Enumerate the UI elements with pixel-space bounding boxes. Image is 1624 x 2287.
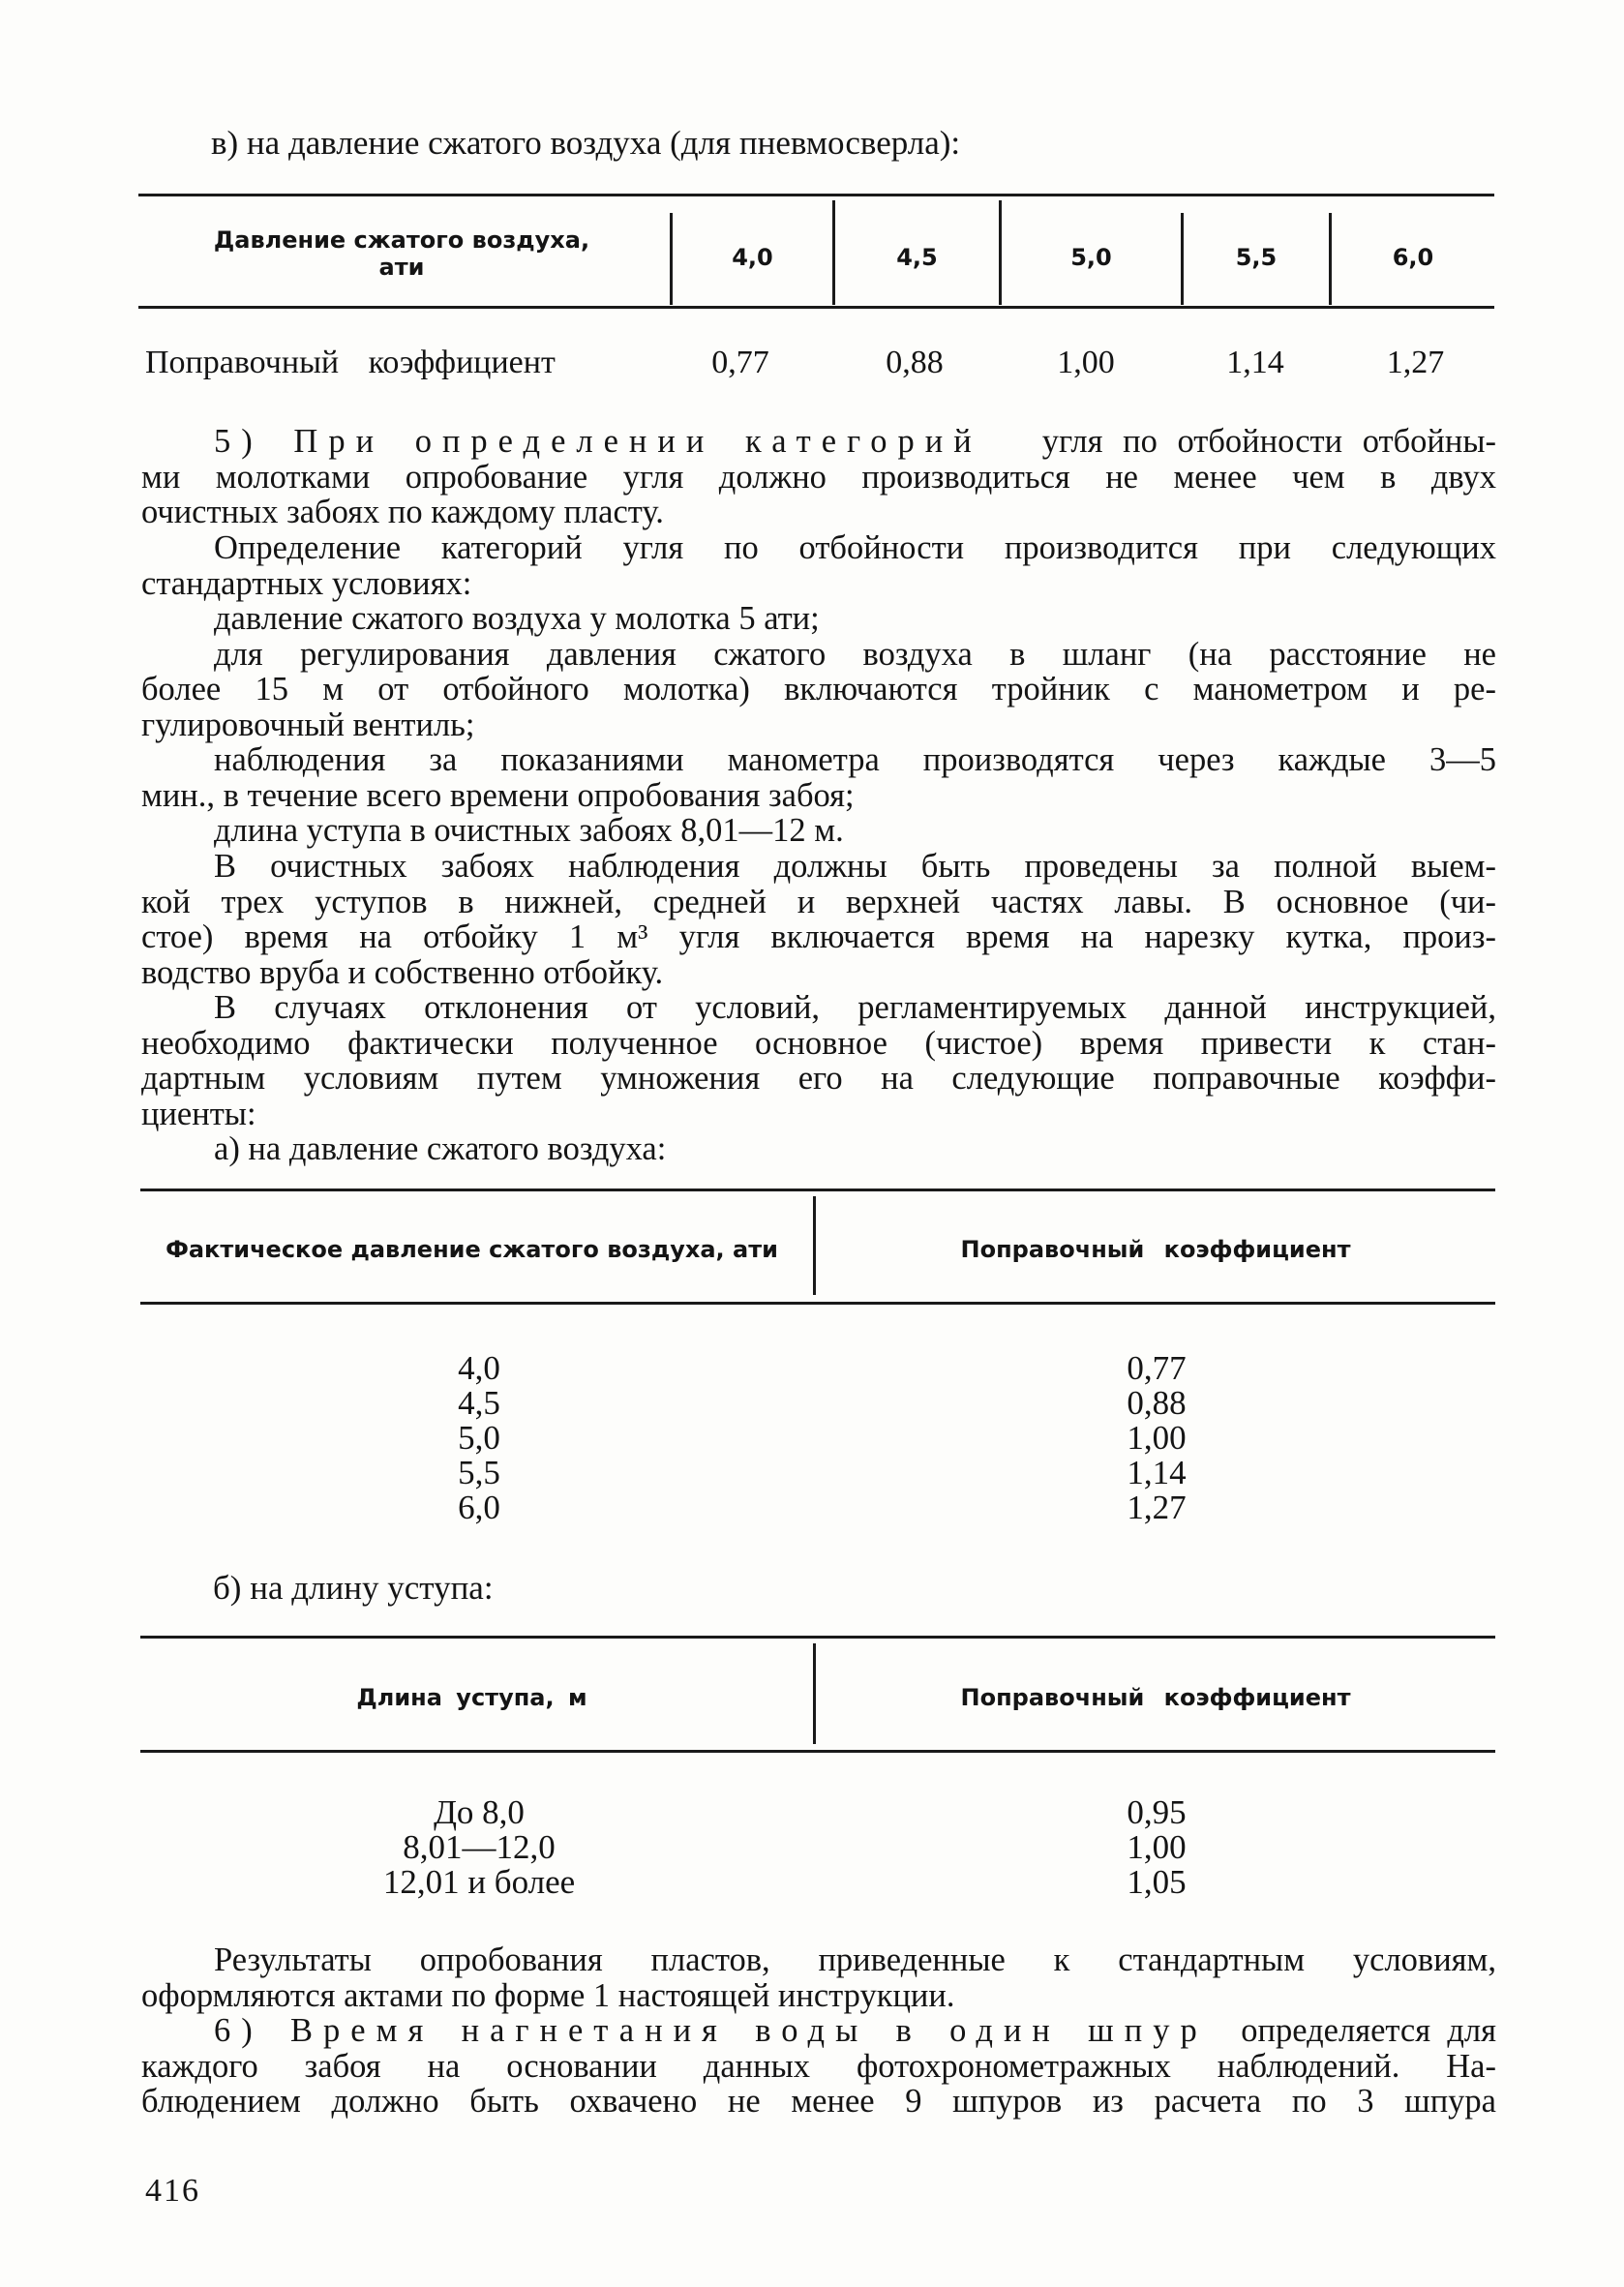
table-cell: 1,00 bbox=[1127, 1419, 1187, 1457]
text-line: дартным условиям путем умножения его на следующие поправочные коэффи- bbox=[141, 1060, 1496, 1097]
section-heading-b: б) на длину уступа: bbox=[213, 1569, 494, 1607]
text-line: ми молотками опробование угля должно производиться не менее чем в двух bbox=[141, 458, 1496, 496]
paragraph-5-spaced-lead: 5) При определении категорий bbox=[214, 423, 982, 460]
table-cell: 5,0 bbox=[458, 1419, 500, 1457]
table-a-header-rule bbox=[140, 1302, 1495, 1305]
paragraph-standard-conditions bbox=[141, 530, 1496, 849]
table-cell: 4,0 bbox=[458, 1349, 500, 1387]
text-line: наблюдения за показаниями манометра производятся через каждые 3—5 bbox=[214, 741, 1496, 778]
paragraph-6 bbox=[141, 2013, 1496, 2120]
text-line: кой трех уступов в нижней, средней и верхней частях лавы. В основное (чи- bbox=[141, 883, 1496, 920]
table-b-col2-values bbox=[1084, 1795, 1229, 1900]
paragraph-results bbox=[141, 1942, 1496, 2013]
table-a-top-rule bbox=[140, 1189, 1495, 1191]
text-line: блюдением должно быть охвачено не менее 9 шпуров из расчета по 3 шпура bbox=[141, 2083, 1496, 2120]
text-line: более 15 м от отбойного молотка) включаются тройник с манометром и ре- bbox=[141, 671, 1496, 707]
table-v-coefficient: 0,88 bbox=[886, 345, 944, 380]
text-line: В очистных забоях наблюдения должны быть проведены за полной выем- bbox=[214, 848, 1496, 885]
table-v-row-label: Поправочный коэффициент bbox=[145, 345, 556, 380]
table-a-col1-values bbox=[406, 1351, 552, 1525]
section-heading-a: а) на давление сжатого воздуха: bbox=[214, 1130, 667, 1167]
text-line: В случаях отклонения от условий, регламентируемых данной инструкцией, bbox=[214, 989, 1496, 1026]
text-line: очистных забоях по каждому пласту. bbox=[141, 494, 664, 530]
table-cell: 0,95 bbox=[1127, 1793, 1187, 1831]
table-cell: 1,05 bbox=[1127, 1863, 1187, 1901]
table-v-pressure: 4,5 bbox=[896, 244, 938, 271]
text-line: Определение категорий угля по отбойности производится при следующих bbox=[214, 529, 1496, 566]
text-line: водство вруба и собственно отбойку. bbox=[141, 953, 664, 991]
text-line: мин., в течение всего времени опробования забоя; bbox=[141, 776, 855, 814]
table-cell: 1,27 bbox=[1127, 1489, 1187, 1526]
section-heading-v: в) на давление сжатого воздуха (для пневмосверла): bbox=[211, 124, 961, 162]
table-cell: 1,00 bbox=[1127, 1828, 1187, 1866]
table-v-pressure: 4,0 bbox=[732, 244, 773, 271]
table-cell: До 8,0 bbox=[434, 1793, 525, 1831]
table-b-top-rule bbox=[140, 1636, 1495, 1639]
table-v-header-label: Давление сжатого воздуха, ати bbox=[213, 226, 590, 281]
text-line: стандартных условиях: bbox=[141, 564, 472, 602]
page-number: 416 bbox=[145, 2173, 200, 2209]
table-cell: 0,88 bbox=[1127, 1384, 1187, 1422]
text-line: давление сжатого воздуха у молотка 5 ати; bbox=[214, 600, 820, 637]
text-line: гулировочный вентиль; bbox=[141, 706, 475, 743]
table-b-col1-values bbox=[334, 1795, 624, 1900]
table-b-col1-header: Длина уступа, м bbox=[356, 1684, 587, 1711]
text-line: угля по отбойности отбойны- bbox=[1041, 423, 1497, 460]
table-v-pressure: 6,0 bbox=[1392, 244, 1434, 271]
table-cell: 1,14 bbox=[1127, 1454, 1187, 1491]
table-v-coefficient: 0,77 bbox=[711, 345, 769, 380]
text-line: оформляются актами по форме 1 настоящей инструкции. bbox=[141, 1976, 955, 2014]
table-v-top-rule bbox=[138, 194, 1494, 196]
paragraph-5 bbox=[141, 424, 1496, 530]
table-cell: 6,0 bbox=[458, 1489, 500, 1526]
table-a-col2-values bbox=[1084, 1351, 1229, 1525]
paragraph-deviations bbox=[141, 990, 1496, 1167]
table-cell: 0,77 bbox=[1127, 1349, 1187, 1387]
table-v-coefficient: 1,00 bbox=[1057, 345, 1115, 380]
table-cell: 12,01 и более bbox=[382, 1863, 576, 1901]
text-line: определяется для bbox=[1241, 2012, 1496, 2049]
paragraph-observations bbox=[141, 849, 1496, 990]
table-v-header-rule bbox=[138, 306, 1494, 309]
table-b-header-rule bbox=[140, 1750, 1495, 1753]
text-line: длина уступа в очистных забоях 8,01—12 м. bbox=[214, 812, 844, 849]
table-b-col2-header: Поправочный коэффициент bbox=[960, 1684, 1351, 1711]
table-v-coefficient: 1,14 bbox=[1226, 345, 1284, 380]
text-line: необходимо фактически полученное основное (чистое) время привести к стан- bbox=[141, 1024, 1496, 1062]
table-cell: 5,5 bbox=[458, 1454, 500, 1491]
text-line: стое) время на отбойку 1 м³ угля включается время на нарезку кутка, произ- bbox=[141, 918, 1496, 955]
table-a-col1-header: Фактическое давление сжатого воздуха, ати bbox=[165, 1236, 778, 1263]
text-line: каждого забоя на основании данных фотохронометражных наблюдений. На- bbox=[141, 2047, 1496, 2085]
table-v-pressure: 5,5 bbox=[1235, 244, 1278, 271]
table-v-coefficient: 1,27 bbox=[1386, 345, 1445, 380]
table-a-col2-header: Поправочный коэффициент bbox=[960, 1236, 1351, 1263]
text-line: Результаты опробования пластов, приведенные к стандартным условиям, bbox=[214, 1941, 1496, 1978]
paragraph-6-spaced-lead: 6) Время нагнетания воды в один шпур bbox=[214, 2012, 1208, 2049]
table-cell: 8,01—12,0 bbox=[403, 1828, 556, 1866]
table-cell: 4,5 bbox=[458, 1384, 500, 1422]
text-line: циенты: bbox=[141, 1095, 256, 1132]
table-v-pressure: 5,0 bbox=[1070, 244, 1112, 271]
text-line: для регулирования давления сжатого воздуха в шланг (на расстояние не bbox=[214, 635, 1496, 673]
